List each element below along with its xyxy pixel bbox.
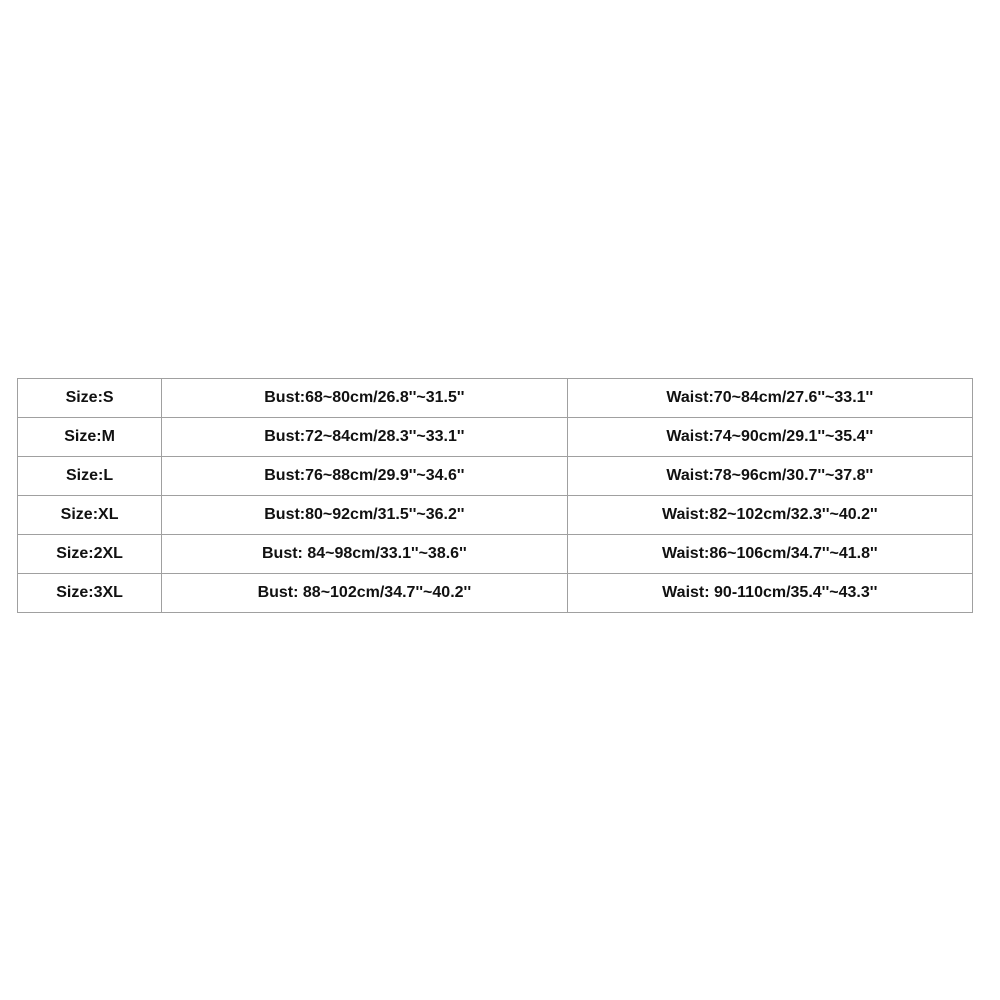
waist-cell: Waist:82~102cm/32.3''~40.2'' (567, 496, 972, 535)
table-row (18, 418, 973, 457)
table-row (18, 574, 973, 613)
size-cell: Size:2XL (18, 535, 162, 574)
waist-cell: Waist:78~96cm/30.7''~37.8'' (567, 457, 972, 496)
size-cell: Size:3XL (18, 574, 162, 613)
bust-cell: Bust:72~84cm/28.3''~33.1'' (162, 418, 567, 457)
bust-cell: Bust:68~80cm/26.8''~31.5'' (162, 379, 567, 418)
size-cell: Size:S (18, 379, 162, 418)
bust-cell: Bust: 84~98cm/33.1''~38.6'' (162, 535, 567, 574)
size-cell: Size:L (18, 457, 162, 496)
waist-cell: Waist:86~106cm/34.7''~41.8'' (567, 535, 972, 574)
waist-cell: Waist:74~90cm/29.1''~35.4'' (567, 418, 972, 457)
bust-cell: Bust: 88~102cm/34.7''~40.2'' (162, 574, 567, 613)
size-cell: Size:M (18, 418, 162, 457)
waist-cell: Waist:70~84cm/27.6''~33.1'' (567, 379, 972, 418)
table-row (18, 535, 973, 574)
bust-cell: Bust:80~92cm/31.5''~36.2'' (162, 496, 567, 535)
bust-cell: Bust:76~88cm/29.9''~34.6'' (162, 457, 567, 496)
table-row (18, 457, 973, 496)
size-chart-table (17, 378, 973, 613)
table-row (18, 496, 973, 535)
waist-cell: Waist: 90-110cm/35.4''~43.3'' (567, 574, 972, 613)
size-cell: Size:XL (18, 496, 162, 535)
table-row (18, 379, 973, 418)
